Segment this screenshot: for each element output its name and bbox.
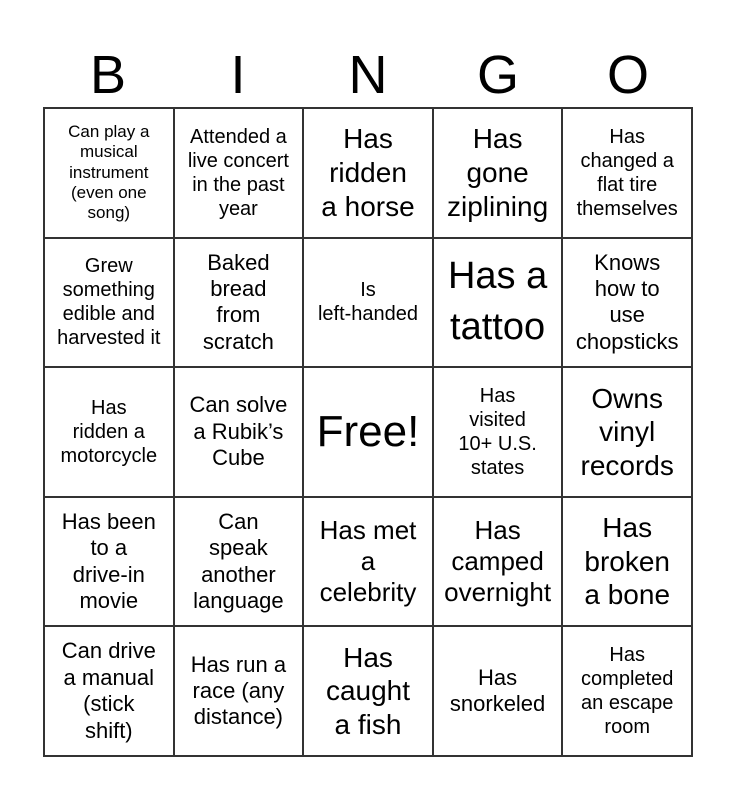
square-text: Is left-handed: [317, 279, 419, 326]
bingo-card-grid: [43, 107, 693, 757]
square-text: Has a tattoo: [447, 255, 548, 349]
bingo-square[interactable]: [562, 108, 692, 238]
free-square[interactable]: [303, 367, 433, 497]
bingo-square[interactable]: [562, 367, 692, 497]
square-text: Can speak another language: [193, 508, 284, 613]
square-text: Has broken a bone: [584, 512, 671, 611]
bingo-square[interactable]: [174, 108, 304, 238]
square-text: Has ridden a horse: [321, 123, 415, 222]
header-letter-b: B: [89, 45, 127, 105]
square-text: Can play a musical instrument (even one song): [68, 121, 150, 223]
square-text: Has changed a flat tire themselves: [576, 125, 678, 220]
square-text: Has visited 10+ U.S. states: [458, 384, 537, 479]
bingo-square[interactable]: [174, 626, 304, 756]
bingo-square[interactable]: [562, 626, 692, 756]
bingo-square[interactable]: [433, 626, 563, 756]
square-text: Has caught a fish: [325, 641, 411, 740]
square-text: Has met a celebrity: [319, 514, 417, 608]
square-text: Baked bread from scratch: [202, 249, 274, 354]
square-text: Attended a live concert in the past year: [187, 125, 289, 220]
square-text: Free!: [316, 406, 420, 456]
bingo-square[interactable]: [174, 238, 304, 368]
bingo-square[interactable]: [303, 626, 433, 756]
bingo-square[interactable]: [44, 626, 174, 756]
bingo-square[interactable]: [44, 108, 174, 238]
square-text: Has been to a drive-in movie: [61, 508, 156, 613]
square-text: Has ridden a motorcycle: [60, 396, 158, 467]
bingo-square[interactable]: [303, 497, 433, 627]
bingo-square[interactable]: [174, 497, 304, 627]
bingo-header: [43, 40, 693, 110]
square-text: Can drive a manual (stick shift): [61, 638, 156, 743]
square-text: Has camped overnight: [444, 514, 552, 608]
bingo-square[interactable]: [562, 497, 692, 627]
bingo-square[interactable]: [44, 367, 174, 497]
bingo-square[interactable]: [174, 367, 304, 497]
square-text: Has gone ziplining: [447, 123, 549, 222]
header-letter-i: I: [230, 45, 246, 105]
square-text: Has snorkeled: [449, 664, 546, 717]
header-letter-n: N: [348, 45, 388, 105]
square-text: Knows how to use chopsticks: [575, 249, 679, 354]
bingo-square[interactable]: [44, 238, 174, 368]
square-text: Has run a race (any distance): [190, 651, 287, 730]
bingo-square[interactable]: [433, 108, 563, 238]
bingo-square[interactable]: [562, 238, 692, 368]
square-text: Has completed an escape room: [581, 644, 674, 739]
bingo-square[interactable]: [303, 108, 433, 238]
header-letter-o: O: [606, 45, 649, 105]
square-text: Owns vinyl records: [580, 382, 674, 481]
bingo-square[interactable]: [303, 238, 433, 368]
header-letter-g: G: [476, 45, 519, 105]
square-text: Can solve a Rubik’s Cube: [189, 392, 288, 471]
bingo-square[interactable]: [44, 497, 174, 627]
square-text: Grew something edible and harvested it: [57, 255, 161, 350]
bingo-square[interactable]: [433, 238, 563, 368]
bingo-square[interactable]: [433, 367, 563, 497]
bingo-square[interactable]: [433, 497, 563, 627]
